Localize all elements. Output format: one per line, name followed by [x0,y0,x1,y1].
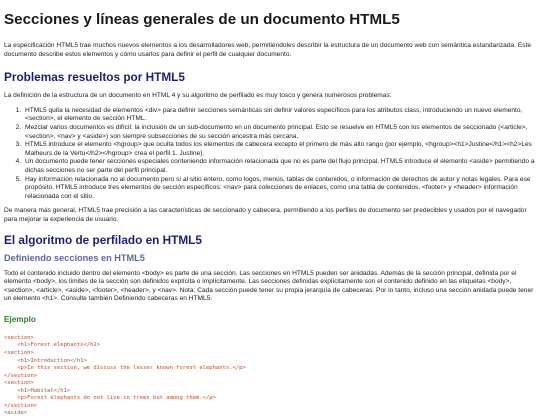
ejemplo-heading: Ejemplo [4,314,36,324]
list-item: 4. Un documento puede tener secciones especiales conteniendo información relacionada que no es parte del flujo principal. HTML5 introduce el elemento <aside> permitiendo a dichas secciones no ser parte del perfil principal. [23,158,536,175]
list-item: 1. HTML5 quita la necesidad de elementos <div> para definir secciones semánticas sin definir valores específicos para los atributos class, introduciendo un nuevo elemento, <section>, el elemento de sección HTML. [23,107,536,124]
problemas-lead: La definición de la estructura de un documento en HTML 4 y su algoritmo de perfilado es muy tosco y genera numerosos problemas: [4,92,392,100]
list-item: 2. Mezclar varios documentos es difícil: la inclusión de un sub-documento en un documento principal. Esto se resuelve en HTML5 con los elementos de seccionado (<article>, <section>, <nav> y <aside>) son siempre subsecciones de su sección ancestra más cercana. [23,124,536,141]
page-title: Secciones y líneas generales de un documento HTML5 [4,11,400,28]
list-item: 3. HTML5 introduce el elemento <hgroup> que oculta todos los elementos de cabecera excepto el primero de más alto rango (por ejemplo, <hgroup><h1>Justine</h1><h2>Les Malheurs de la Vertu</h2></hgroup> crea el perfil 1. Justine). [23,141,536,158]
definiendo-subheading: Definiendo secciones en HTML5 [4,252,145,263]
problemas-closing: De manera más general, HTML5 trae precisión a las características de seccionado y cabecera, permitiendo a los perfiles de documento ser predecibles y usados por el navegador para mejorar la experiencia de usuario. [4,207,527,223]
code-line: <p>In this section, we discuss the lesser known forest elephants.</p> [4,365,246,372]
intro-paragraph: La especificación HTML5 trae muchos nuevos elementos a los desarrolladores web, permitiéndoles describir la estructura de un documento web con semántica estandarizada. Este documento describe estos elementos y cómo usarlos para definir el perfil de cualquier documento. [4,42,532,58]
code-line: <aside> [4,410,28,417]
code-line: <h1>Introduction</h1> [4,357,87,364]
document-page [0,10,540,415]
algoritmo-heading: El algoritmo de perfilado en HTML5 [4,232,202,247]
code-line: <h1>Forest elephants</h1> [4,342,101,349]
code-line: <section> [4,380,34,387]
code-example [4,335,536,418]
code-line: <section> [4,349,34,356]
code-line: </section> [4,372,38,379]
list-item: 5. Hay información relacionada no al documento pero sí al sitio entero, como logos, menús, tablas de contenidos, o información de derechos de autor y notas legales. Para ese propósito, HTML5 introduce tres elementos de sección específicos: <nav> para colecciones de enlaces, como una tabla de contenidos, <footer> y <header> información relacionada con el sitio. [23,176,536,202]
algoritmo-paragraph: Todo el contenido incluido dentro del elemento <body> es parte de una sección. Las secciones en HTML5 pueden ser anidadas. Además de la sección principal, definida por el elemento <body>, los límites de la sección son definidos explícita o implícitamente. Las secciones definidas explícitamente son el contenido definido en las etiquetas <body>, <section>, <article>, <aside>, <footer>, <header>, y <nav>. Nota: Cada sección puede tener su propia jerarquía de cabeceras. Por lo tanto, incluso una sección anidada puede tener un elemento <h1>. Consulte también Definiendo cabeceras en HTML5. [4,269,534,303]
code-line: <h1>Habitat</h1> [4,387,71,394]
code-line: <section> [4,334,34,341]
problemas-heading: Problemas resueltos por HTML5 [4,70,185,85]
problemas-list [4,107,536,202]
code-line: <p>Forest elephants do not live in trees but among them.</p> [4,395,216,402]
code-line: </section> [4,402,38,409]
